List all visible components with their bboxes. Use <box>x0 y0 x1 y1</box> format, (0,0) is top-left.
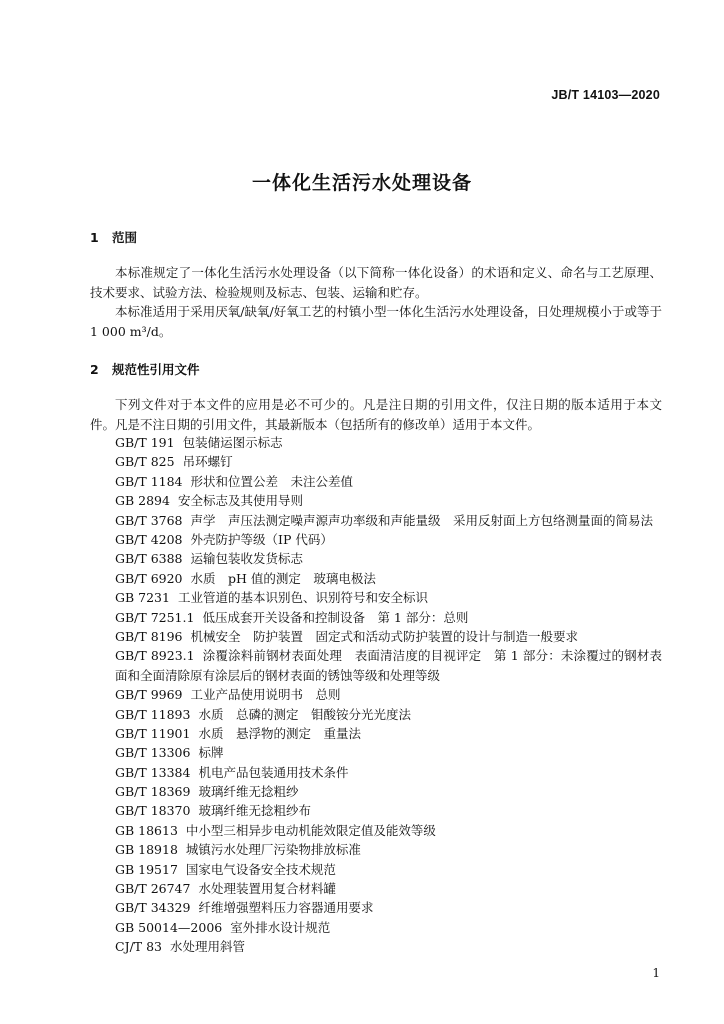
reference-item <box>90 433 662 452</box>
reference-title: 水质 悬浮物的测定 重量法 <box>198 725 361 741</box>
reference-title: 安全标志及其使用导则 <box>177 493 303 509</box>
reference-title: 涂覆涂料前钢材表面处理 表面清洁度的目视评定 第 1 部分：未涂覆过的钢材表面和全面清除原有涂层后的钢材表面的锈蚀等级和处理等级 <box>115 648 662 683</box>
reference-title: 玻璃纤维无捻粗纱 <box>198 784 299 800</box>
reference-title: 中小型三相异步电动机能效限定值及能效等级 <box>185 822 436 838</box>
reference-code: GB/T 8196 <box>115 628 183 644</box>
standard-code: JB/T 14103—2020 <box>551 88 660 102</box>
reference-code: GB 2894 <box>115 493 170 509</box>
reference-item <box>90 898 662 917</box>
reference-title: 外壳防护等级（IP 代码） <box>190 531 333 547</box>
reference-item <box>90 530 662 549</box>
reference-code: GB/T 13384 <box>115 764 191 780</box>
reference-code: GB/T 9969 <box>115 687 183 703</box>
reference-item <box>90 840 662 859</box>
reference-code: GB 19517 <box>115 861 178 877</box>
reference-title: 工业产品使用说明书 总则 <box>190 687 341 703</box>
reference-item <box>90 705 662 724</box>
reference-item <box>90 491 662 510</box>
reference-title: 机电产品包装通用技术条件 <box>198 764 349 780</box>
section-heading-scope <box>90 228 137 246</box>
reference-item <box>90 918 662 937</box>
reference-title: 城镇污水处理厂污染物排放标准 <box>185 842 361 858</box>
reference-code: GB 7231 <box>115 590 170 606</box>
reference-item <box>90 860 662 879</box>
section-title: 规范性引用文件 <box>112 362 200 377</box>
reference-title: 吊环螺钉 <box>182 454 233 470</box>
reference-code: GB/T 18369 <box>115 784 191 800</box>
reference-title: 水质 pH 值的测定 玻璃电极法 <box>190 570 376 586</box>
reference-title: 国家电气设备安全技术规范 <box>185 861 336 877</box>
reference-item <box>90 801 662 820</box>
reference-title: 玻璃纤维无捻粗纱布 <box>198 803 311 819</box>
reference-item <box>90 608 662 627</box>
scope-paragraph-2: 本标准适用于采用厌氧/缺氧/好氧工艺的村镇小型一体化生活污水处理设备，日处理规模小于或等于 1 000 m³/d。 <box>90 304 662 339</box>
reference-item <box>90 743 662 762</box>
reference-item <box>90 763 662 782</box>
reference-item <box>90 569 662 588</box>
reference-title: 机械安全 防护装置 固定式和活动式防护装置的设计与制造一般要求 <box>190 628 579 644</box>
reference-code: GB/T 8923.1 <box>115 648 195 664</box>
reference-item <box>90 879 662 898</box>
section-number: 1 <box>90 230 99 245</box>
section-number: 2 <box>90 362 99 377</box>
section-title: 范围 <box>112 230 138 245</box>
reference-code: GB/T 26747 <box>115 881 191 897</box>
section-heading-normative-references <box>90 360 200 378</box>
reference-code: GB/T 13306 <box>115 745 191 761</box>
reference-item <box>90 937 662 956</box>
reference-code: GB/T 4208 <box>115 531 183 547</box>
reference-code: GB/T 11893 <box>115 706 191 722</box>
reference-item <box>90 821 662 840</box>
reference-code: GB/T 6388 <box>115 551 183 567</box>
reference-title: 水处理装置用复合材料罐 <box>198 881 336 897</box>
reference-code: GB/T 7251.1 <box>115 609 195 625</box>
document-title: 一体化生活污水处理设备 <box>251 172 472 194</box>
reference-code: GB/T 191 <box>115 435 175 450</box>
reference-title: 运输包装收发货标志 <box>190 551 304 567</box>
reference-title: 室外排水设计规范 <box>230 919 331 935</box>
reference-item <box>90 724 662 743</box>
reference-code: GB 50014—2006 <box>115 919 223 935</box>
reference-list <box>90 433 662 957</box>
reference-title: 低压成套开关设备和控制设备 第 1 部分：总则 <box>202 609 469 625</box>
reference-item <box>90 627 662 646</box>
reference-title: 标牌 <box>198 745 224 761</box>
page-number: 1 <box>652 966 660 980</box>
reference-title: 水质 总磷的测定 钼酸铵分光光度法 <box>198 706 411 722</box>
reference-code: CJ/T 83 <box>115 939 163 955</box>
reference-code: GB/T 11901 <box>115 725 191 741</box>
reference-title: 水处理用斜管 <box>170 939 246 955</box>
reference-item <box>90 646 662 685</box>
reference-item <box>90 549 662 568</box>
scope-paragraph-1: 本标准规定了一体化生活污水处理设备（以下简称一体化设备）的术语和定义、命名与工艺原理、技术要求、试验方法、检验规则及标志、包装、运输和贮存。 <box>90 265 662 300</box>
reference-item <box>90 685 662 704</box>
reference-code: GB 18918 <box>115 842 178 858</box>
reference-item <box>90 511 662 530</box>
reference-code: GB/T 18370 <box>115 803 191 819</box>
reference-title: 纤维增强塑料压力容器通用要求 <box>198 900 374 916</box>
reference-item <box>90 588 662 607</box>
reference-item <box>90 472 662 491</box>
reference-code: GB/T 1184 <box>115 473 183 489</box>
reference-code: GB/T 825 <box>115 454 175 470</box>
reference-code: GB/T 34329 <box>115 900 191 916</box>
reference-title: 形状和位置公差 未注公差值 <box>190 473 354 489</box>
references-intro-paragraph: 下列文件对于本文件的应用是必不可少的。凡是注日期的引用文件，仅注日期的版本适用于本文件。凡是不注日期的引用文件，其最新版本（包括所有的修改单）适用于本文件。 <box>90 397 662 432</box>
reference-title: 包装储运图示标志 <box>182 435 283 450</box>
reference-item <box>90 452 662 471</box>
reference-item <box>90 782 662 801</box>
reference-code: GB/T 6920 <box>115 570 183 586</box>
reference-title: 声学 声压法测定噪声源声功率级和声能量级 采用反射面上方包络测量面的简易法 <box>190 512 654 528</box>
reference-code: GB/T 3768 <box>115 512 183 528</box>
reference-title: 工业管道的基本识别色、识别符号和安全标识 <box>177 590 428 606</box>
reference-code: GB 18613 <box>115 822 178 838</box>
